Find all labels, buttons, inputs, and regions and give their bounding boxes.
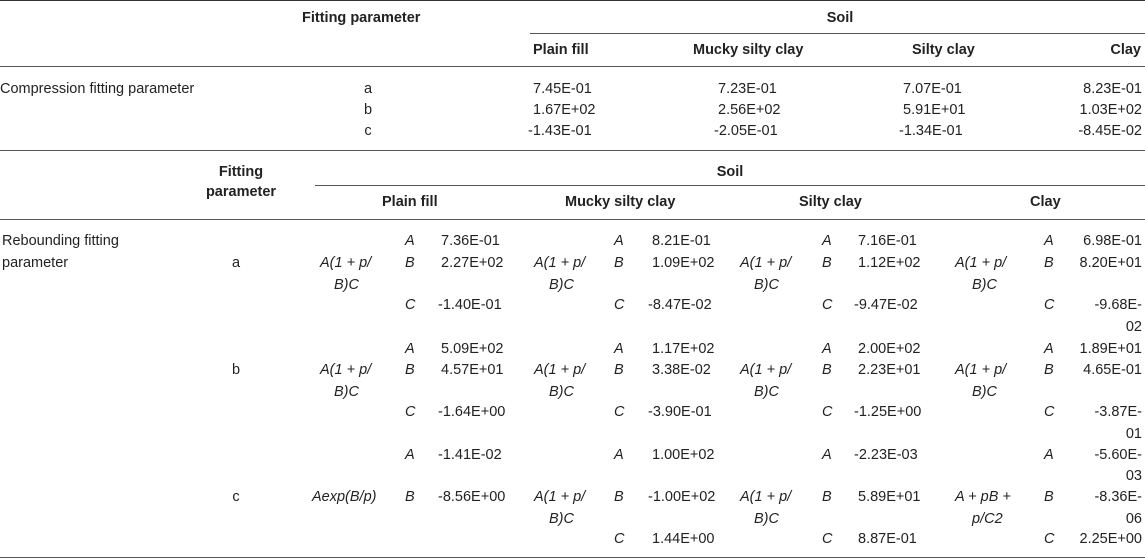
cell-value: -1.25E+00 [854,404,922,420]
cell-value: -3.90E-01 [648,404,712,420]
table1-col-mucky-silty-clay: Mucky silty clay [693,42,804,58]
cell-value: 01 [1125,426,1142,442]
table1-param-c: c [364,123,372,139]
formula: B)C [754,384,779,400]
table1-value: 7.07E-01 [903,81,962,97]
cell-value: 1.09E+02 [652,255,715,271]
cell-value: 8.20E+01 [1079,255,1142,271]
coef-label-b: B [1044,255,1054,271]
coef-label-c: C [614,404,625,420]
coef-label-b: B [1044,489,1054,505]
table1-value: 7.45E-01 [533,81,592,97]
formula: B)C [754,277,779,293]
table1-value: 2.56E+02 [718,102,781,118]
coef-label-c: C [614,297,625,313]
table2-col-plain-fill: Plain fill [382,194,438,210]
cell-value: 2.25E+00 [1079,531,1142,547]
table1-bottom-rule [0,150,1145,151]
table2-header-soil: Soil [716,164,744,180]
coef-label-a: A [1044,233,1054,249]
coef-label-a: A [1044,341,1054,357]
formula: B)C [549,277,574,293]
coef-label-a: A [1044,447,1054,463]
table2-param-c: c [232,489,240,505]
table1-param-a: a [363,81,373,97]
formula: B)C [334,384,359,400]
formula: A(1 + p/ [534,489,586,505]
cell-value: 1.17E+02 [652,341,715,357]
cell-value: 7.16E-01 [858,233,917,249]
coef-label-b: B [405,489,415,505]
table1-header-rule [0,66,1145,67]
coef-label-c: C [405,404,416,420]
table1-soil-rule [530,33,1145,34]
table1-param-b: b [363,102,373,118]
coef-label-b: B [822,255,832,271]
table2-header-fitting-line2: parameter [205,184,277,200]
table1-value: 1.03E+02 [1079,102,1142,118]
coef-label-c: C [614,531,625,547]
cell-value: -3.87E- [1094,404,1142,420]
table2-bottom-rule [0,557,1145,558]
coef-label-b: B [822,489,832,505]
table1-value: -8.45E-02 [1078,123,1142,139]
formula: p/C2 [972,511,1003,527]
cell-value: -1.64E+00 [438,404,506,420]
table1-header-fitting-parameter: Fitting parameter [302,10,421,26]
formula: A(1 + p/ [534,362,586,378]
coef-label-b: B [614,489,624,505]
formula: A(1 + p/ [740,489,792,505]
cell-value: -1.40E-01 [438,297,502,313]
table2-row-label-line1: Rebounding fitting [2,233,119,249]
cell-value: 2.23E+01 [858,362,921,378]
coef-label-a: A [822,447,832,463]
table2-param-a: a [231,255,241,271]
coef-label-c: C [822,404,833,420]
table2-row-label-line2: parameter [2,255,69,271]
formula: A(1 + p/ [320,255,372,271]
table2-col-mucky-silty-clay: Mucky silty clay [565,194,676,210]
coef-label-a: A [405,233,415,249]
formula: A(1 + p/ [320,362,372,378]
coef-label-b: B [822,362,832,378]
table1-top-rule [0,0,1145,1]
table1-value: -2.05E-01 [714,123,778,139]
cell-value: 1.89E+01 [1079,341,1142,357]
cell-value: -9.47E-02 [854,297,918,313]
cell-value: 6.98E-01 [1083,233,1142,249]
coef-label-a: A [614,233,624,249]
coef-label-a: A [822,233,832,249]
coef-label-a: A [822,341,832,357]
coef-label-c: C [405,297,416,313]
table1-value: 1.67E+02 [533,102,596,118]
cell-value: 1.44E+00 [652,531,715,547]
coef-label-c: C [1044,404,1055,420]
coef-label-b: B [1044,362,1054,378]
cell-value: 5.89E+01 [858,489,921,505]
table1-col-clay: Clay [1110,42,1141,58]
cell-value: 7.36E-01 [441,233,500,249]
cell-value: 4.57E+01 [441,362,504,378]
table1-row-label: Compression fitting parameter [0,81,195,97]
table2-param-b: b [231,362,241,378]
cell-value: -8.47E-02 [648,297,712,313]
formula: A(1 + p/ [955,362,1007,378]
table1-value: 8.23E-01 [1083,81,1142,97]
cell-value: 2.00E+02 [858,341,921,357]
table1-col-silty-clay: Silty clay [912,42,975,58]
cell-value: -8.56E+00 [438,489,506,505]
formula: B)C [972,277,997,293]
table2-soil-rule [315,185,1145,186]
cell-value: -5.60E- [1094,447,1142,463]
cell-value: 03 [1125,468,1142,484]
coef-label-b: B [405,255,415,271]
cell-value: -2.23E-03 [854,447,918,463]
cell-value: 3.38E-02 [652,362,711,378]
coef-label-a: A [405,341,415,357]
cell-value: 4.65E-01 [1083,362,1142,378]
formula: A + pB + [955,489,1011,505]
coef-label-a: A [614,447,624,463]
coef-label-a: A [405,447,415,463]
table1-value: -1.43E-01 [528,123,592,139]
cell-value: -9.68E- [1094,297,1142,313]
cell-value: -8.36E- [1094,489,1142,505]
formula: B)C [549,511,574,527]
formula: A(1 + p/ [955,255,1007,271]
cell-value: 1.12E+02 [858,255,921,271]
coef-label-b: B [614,255,624,271]
coef-label-b: B [405,362,415,378]
formula: B)C [334,277,359,293]
cell-value: -1.00E+02 [648,489,716,505]
cell-value: 8.87E-01 [858,531,917,547]
cell-value: 2.27E+02 [441,255,504,271]
coef-label-a: A [614,341,624,357]
cell-value: 5.09E+02 [441,341,504,357]
table1-col-plain-fill: Plain fill [533,42,589,58]
table1-value: 5.91E+01 [903,102,966,118]
cell-value: 1.00E+02 [652,447,715,463]
formula: A(1 + p/ [740,362,792,378]
coef-label-c: C [822,297,833,313]
formula: B)C [549,384,574,400]
table2-col-silty-clay: Silty clay [799,194,862,210]
coef-label-c: C [1044,297,1055,313]
table1-header-soil: Soil [826,10,854,26]
formula: B)C [754,511,779,527]
cell-value: 8.21E-01 [652,233,711,249]
formula: B)C [972,384,997,400]
table1-value: 7.23E-01 [718,81,777,97]
coef-label-c: C [822,531,833,547]
coef-label-c: C [1044,531,1055,547]
formula: Aexp(B/p) [312,489,377,505]
cell-value: -1.41E-02 [438,447,502,463]
table1-value: -1.34E-01 [899,123,963,139]
table2-header-fitting-line1: Fitting [218,164,264,180]
table2-header-rule [0,219,1145,220]
coef-label-b: B [614,362,624,378]
cell-value: 02 [1125,319,1142,335]
formula: A(1 + p/ [534,255,586,271]
cell-value: 06 [1125,511,1142,527]
table2-col-clay: Clay [1030,194,1061,210]
formula: A(1 + p/ [740,255,792,271]
